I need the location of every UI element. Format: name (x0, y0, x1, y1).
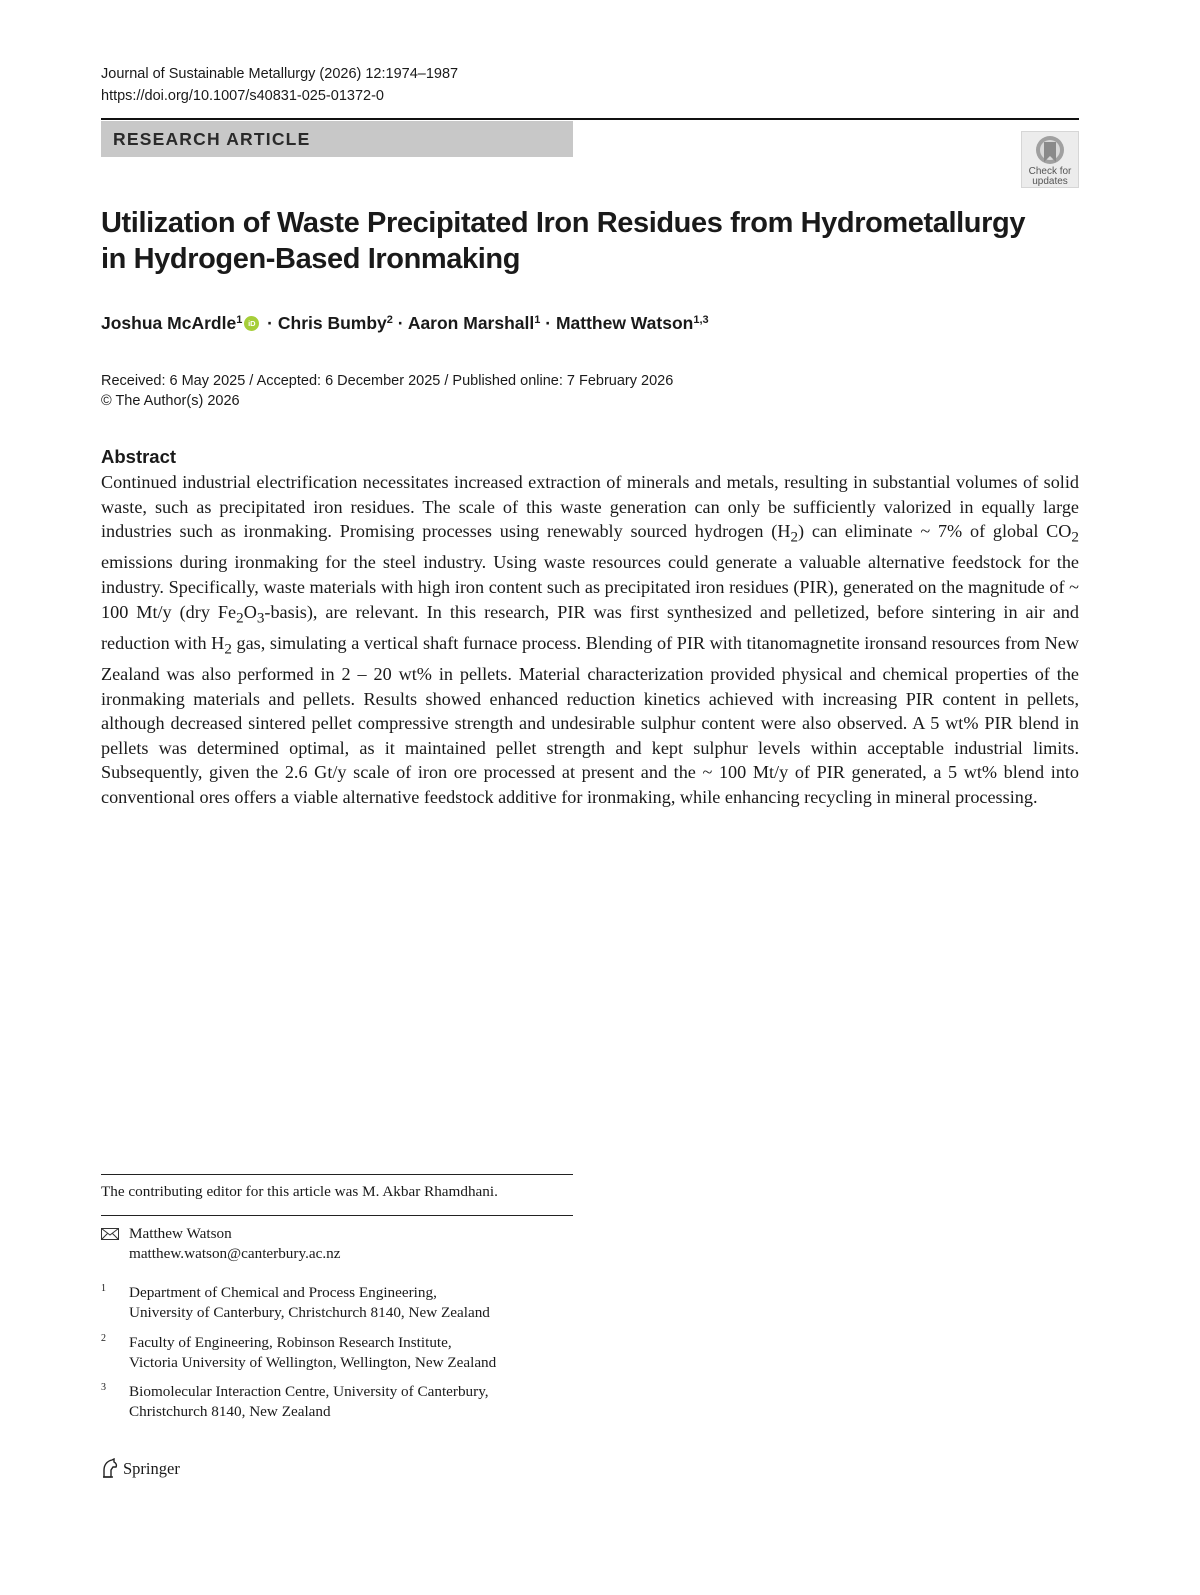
author-separator: · (262, 313, 278, 333)
abstract-heading: Abstract (101, 446, 177, 467)
author-separator: · (540, 313, 556, 333)
affiliation-number: 3 (101, 1382, 106, 1393)
publisher-logo (101, 1457, 180, 1481)
affiliation-line: Department of Chemical and Process Engineering, (129, 1284, 437, 1301)
article-title (101, 205, 1061, 277)
abstract-text: gas, simulating a vertical shaft furnace process. Blending of PIR with titanomagnetite ironsand resources from New Zealand was also performed in 2 – 20 wt% in pellets. Material characterization provided physical and chemical properties of the ironmaking materials and pellets. Results showed enhanced reduction kinetics achieved with increasing PIR content in pellets, although decreased sintered pellet compressive strength and undesirable sulphur content were also observed. A 5 wt% PIR blend in pellets was determined optimal, as it maintained pellet strength and kept sulphur levels within acceptable industrial limits. Subsequently, given the 2.6 Gt/y scale of iron ore processed at present and the ~ 100 Mt/y of PIR generated, a 5 wt% blend into conventional ores offers a viable alternative feedstock additive for ironmaking, while enhancing recycling in mineral processing. (101, 632, 1079, 808)
header-rule (101, 118, 1079, 120)
affiliation-line: University of Canterbury, Christchurch 8140, New Zealand (129, 1304, 490, 1321)
abstract-text: emissions during ironmaking for the steel industry. Using waste resources could generate a valuable alternative feedstock for the industry. Specifically, waste materials with high iron content such as precipitated iron residues (PIR), generated on the magnitude of ~ 100 Mt/y (dry Fe (101, 552, 1079, 622)
check-for-updates-badge[interactable] (1021, 131, 1079, 188)
affiliation-line: Christchurch 8140, New Zealand (129, 1403, 331, 1420)
footnote-rule (101, 1215, 573, 1216)
author-name[interactable]: Matthew Watson (555, 313, 694, 333)
author-affiliation-mark: 1,3 (693, 314, 709, 326)
journal-header (101, 63, 458, 107)
author-affiliation-mark: 1 (534, 314, 541, 326)
subscript: 2 (790, 528, 799, 546)
abstract-body (101, 470, 1079, 810)
author-name[interactable]: Joshua McArdle (101, 313, 237, 333)
subscript: 3 (256, 609, 265, 627)
affiliation-line: Victoria University of Wellington, Wellington, New Zealand (129, 1354, 497, 1371)
history-dates: Received: 6 May 2025 / Accepted: 6 December 2025 / Published online: 7 February 2026 (101, 373, 674, 389)
check-for-updates-line1: Check for (1028, 166, 1072, 177)
copyright: © The Author(s) 2026 (101, 393, 240, 409)
abstract-text: ) can eliminate ~ 7% of global CO (798, 521, 1072, 542)
orcid-icon[interactable] (244, 316, 259, 331)
title-line-1: Utilization of Waste Precipitated Iron Residues from Hydrometallurgy (101, 207, 1026, 239)
subscript: 2 (224, 640, 232, 658)
affiliation (101, 1382, 489, 1422)
contact-name: Matthew Watson (129, 1225, 232, 1242)
abstract-text: O (243, 601, 257, 622)
editor-note: The contributing editor for this article was M. Akbar Rhamdhani. (101, 1183, 498, 1200)
affiliation (101, 1333, 496, 1373)
footnote-rule (101, 1174, 573, 1175)
doi-link[interactable]: https://doi.org/10.1007/s40831-025-01372-0 (101, 88, 384, 104)
title-line-2: in Hydrogen-Based Ironmaking (101, 243, 521, 275)
author-affiliation-mark: 2 (386, 314, 393, 326)
author-list (101, 311, 709, 335)
springer-horse-icon (101, 1458, 119, 1478)
abstract-text: Continued industrial electrification necessitates increased extraction of minerals and metals, resulting in substantial volumes of solid waste, such as precipitated iron residues. The scale of this waste generation can only be sufficiently valorized in equally large industries such as ironmaking. Promising processes using renewably sourced hydrogen (H (101, 472, 1079, 542)
corresponding-author (101, 1224, 340, 1264)
affiliation-number: 2 (101, 1333, 106, 1344)
mail-icon (101, 1228, 119, 1240)
author-name[interactable]: Aaron Marshall (407, 313, 535, 333)
affiliation-number: 1 (101, 1283, 106, 1294)
affiliation-line: Faculty of Engineering, Robinson Research Institute, (129, 1334, 452, 1351)
publisher-name: Springer (123, 1459, 180, 1478)
publication-dates (101, 371, 673, 411)
author-affiliation-mark: 1 (236, 314, 243, 326)
subscript: 2 (1071, 528, 1079, 546)
check-for-updates-line2: updates (1032, 176, 1068, 187)
affiliation-line: Biomolecular Interaction Centre, University of Canterbury, (129, 1383, 489, 1400)
subscript: 2 (236, 609, 244, 627)
abstract-text: -basis), are relevant. In this research, PIR was first synthesized and pelletized, before sintering in air and reduction with H (101, 601, 1079, 653)
author-name[interactable]: Chris Bumby (277, 313, 387, 333)
affiliation (101, 1283, 490, 1323)
journal-citation: Journal of Sustainable Metallurgy (2026) 12:1974–1987 (101, 66, 459, 82)
article-type-banner: RESEARCH ARTICLE (101, 121, 573, 157)
check-for-updates-icon (1033, 135, 1067, 167)
contact-email[interactable]: matthew.watson@canterbury.ac.nz (129, 1245, 341, 1262)
orcid-label: iD (248, 319, 256, 328)
author-separator: · (392, 313, 408, 333)
